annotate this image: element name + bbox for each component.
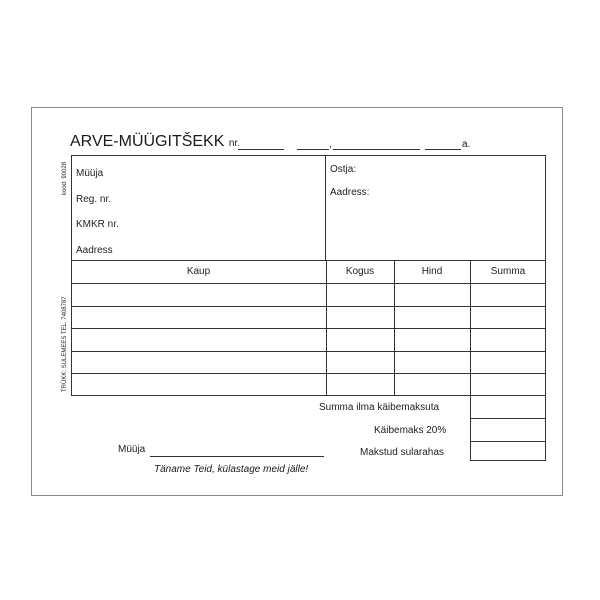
- total-without-vat-label: Summa ilma käibemaksuta: [319, 402, 440, 413]
- column-header-quantity: Kogus: [345, 266, 375, 277]
- date-year-line[interactable]: [425, 149, 461, 150]
- form-title-text: ARVE-MÜÜGITŠEKK: [70, 133, 225, 150]
- cash-paid-label: Makstud sularahas: [360, 447, 444, 458]
- form-title: [70, 133, 240, 151]
- year-suffix: a.: [462, 139, 471, 150]
- seller-reg-label: Reg. nr.: [76, 194, 112, 205]
- column-divider: [470, 260, 471, 395]
- column-divider: [394, 260, 395, 395]
- column-header-item: Kaup: [186, 266, 211, 277]
- column-divider: [326, 260, 327, 395]
- table-header-bottom: [71, 283, 546, 284]
- footer-seller-label: Müüja: [118, 444, 146, 455]
- buyer-address-label: Aadress:: [330, 187, 370, 198]
- total-without-vat-field[interactable]: [470, 395, 546, 419]
- vat-field[interactable]: [470, 418, 546, 442]
- table-row-line: [71, 373, 546, 374]
- table-top-border: [71, 260, 546, 261]
- invoice-number-line[interactable]: [238, 149, 284, 150]
- seller-kmkr-label: KMKR nr.: [76, 219, 119, 230]
- table-row-line: [71, 351, 546, 352]
- seller-field-label: Müüja: [76, 168, 104, 179]
- date-day-line[interactable]: [297, 149, 329, 150]
- buyer-field-label: Ostja:: [330, 164, 357, 175]
- printer-label: TRÜKK: SULEMEES TEL. 7408787: [62, 296, 68, 392]
- table-row-line: [71, 306, 546, 307]
- seller-address-label: Aadress: [76, 245, 113, 256]
- top-border: [71, 155, 546, 156]
- info-divider: [325, 155, 326, 260]
- column-header-price: Hind: [421, 266, 443, 277]
- date-separator: ,: [329, 139, 332, 150]
- thank-you-message: Täname Teid, külastage meid jälle!: [154, 464, 309, 475]
- seller-signature-line[interactable]: [150, 456, 324, 457]
- nr-label: nr.: [228, 138, 240, 149]
- vat-label: Käibemaks 20%: [374, 425, 447, 436]
- column-header-sum: Summa: [490, 266, 526, 277]
- cash-paid-field[interactable]: [470, 441, 546, 461]
- date-month-line[interactable]: [333, 149, 420, 150]
- form-code-label: kood: 90028: [62, 161, 68, 195]
- table-row-line: [71, 328, 546, 329]
